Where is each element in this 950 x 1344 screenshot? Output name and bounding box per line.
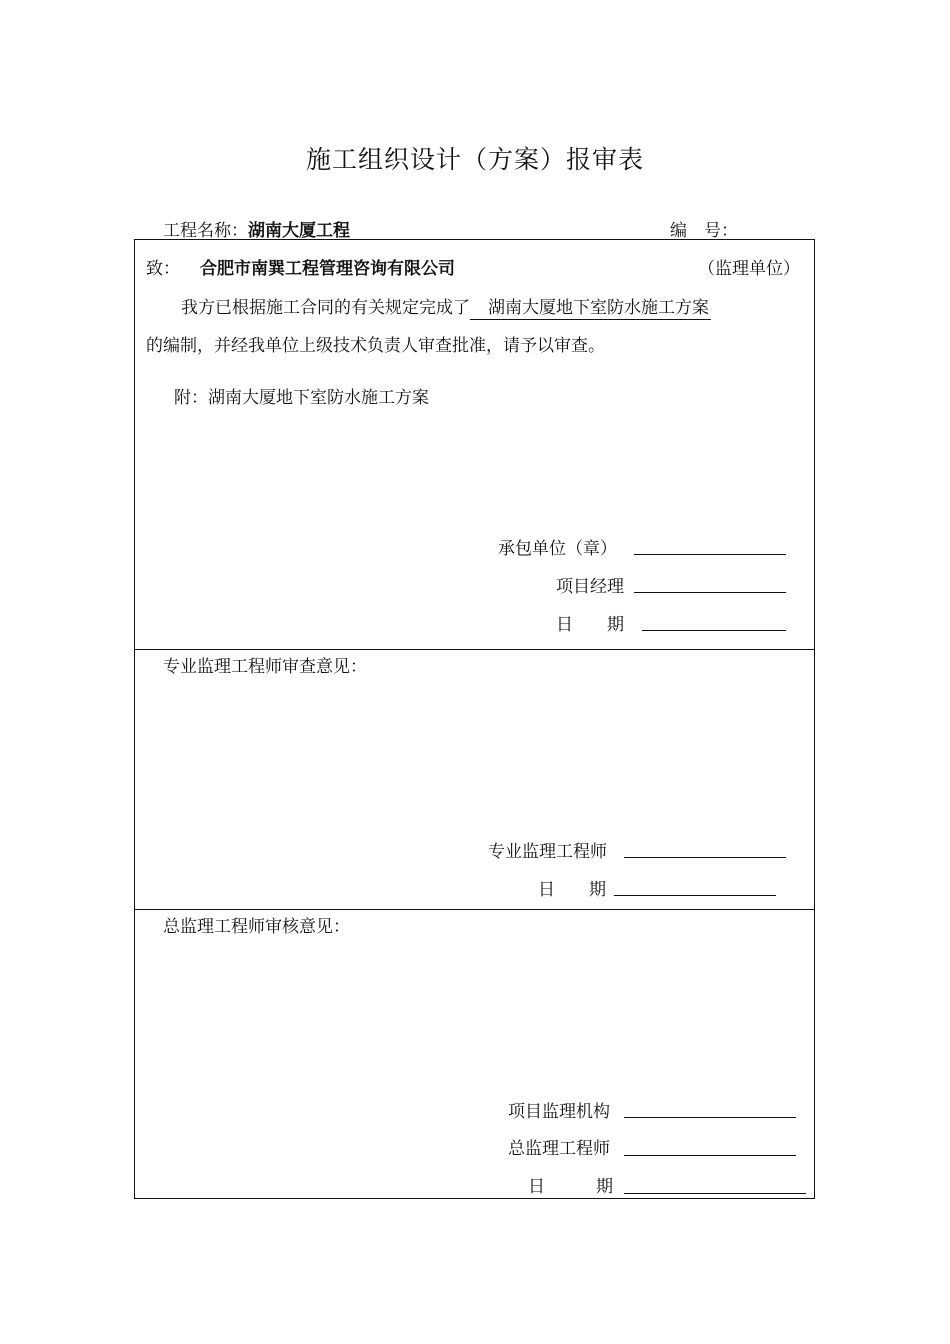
section-divider-2 (134, 909, 815, 910)
specialist-sign-label: 专业监理工程师 (488, 842, 607, 862)
to-line (146, 254, 455, 279)
to-role: （监理单位） (698, 259, 800, 279)
project-name: 湖南大厦工程 (248, 221, 350, 241)
plan-name: 湖南大厦地下室防水施工方案 (470, 298, 711, 320)
specialist-heading: 专业监理工程师审查意见： (163, 657, 367, 677)
chief-date-label: 日 期 (528, 1177, 613, 1197)
project-name-row (163, 216, 350, 241)
to-company: 合肥市南巽工程管理咨询有限公司 (200, 259, 455, 279)
sign-manager-label: 项目经理 (556, 577, 624, 597)
chief-heading: 总监理工程师审核意见： (163, 917, 350, 937)
sign-manager-line[interactable] (634, 592, 786, 593)
specialist-date-label: 日 期 (538, 880, 606, 900)
chief-date-line[interactable] (624, 1193, 806, 1194)
org-sign-label: 项目监理机构 (508, 1102, 610, 1122)
sign-contractor-label: 承包单位（章） (498, 539, 617, 559)
body-part2: 的编制，并经我单位上级技术负责人审查批准，请予以审查。 (146, 336, 605, 356)
body-line-1 (181, 293, 711, 318)
project-label: 工程名称： (163, 221, 248, 241)
sign-date-label: 日 期 (556, 615, 624, 635)
to-label: 致： (146, 259, 180, 279)
org-sign-line[interactable] (624, 1117, 796, 1118)
sign-contractor-line[interactable] (634, 554, 786, 555)
body-part1: 我方已根据施工合同的有关规定完成了 (181, 298, 470, 318)
specialist-sign-line[interactable] (624, 857, 786, 858)
chief-sign-label: 总监理工程师 (508, 1139, 610, 1159)
sign-date-line[interactable] (642, 630, 786, 631)
page-title: 施工组织设计（方案）报审表 (305, 145, 644, 174)
section-divider-1 (134, 649, 815, 650)
number-label: 编 号： (670, 221, 738, 241)
chief-sign-line[interactable] (624, 1155, 796, 1156)
specialist-date-line[interactable] (614, 895, 776, 896)
attachment-line: 附：湖南大厦地下室防水施工方案 (174, 388, 429, 408)
